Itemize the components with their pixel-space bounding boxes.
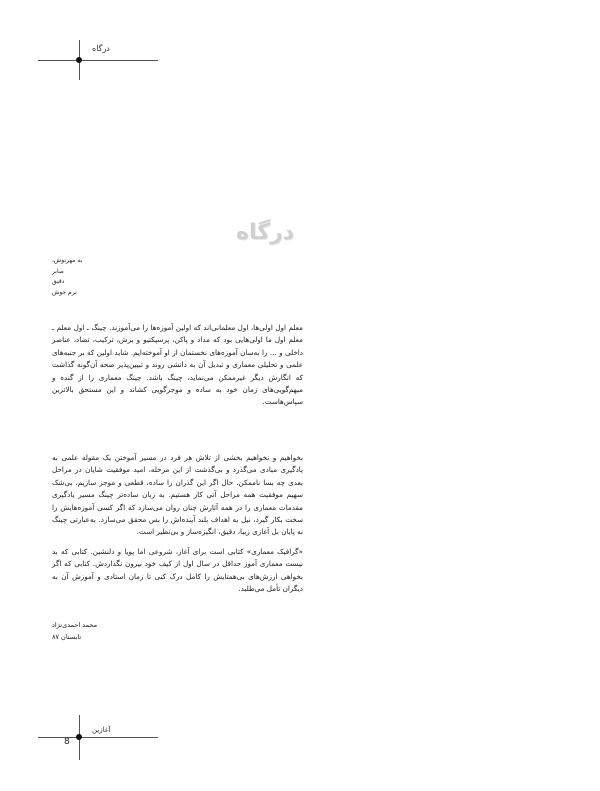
crop-mark-top-dot — [76, 57, 82, 63]
crop-mark-bottom-dot — [76, 734, 82, 740]
signature-date: تابستان ۸۷ — [52, 633, 82, 641]
crop-mark-top-horizontal — [38, 60, 158, 61]
dedication — [52, 256, 172, 298]
body-paragraph-2: بخواهیم و نخواهیم بخشی از تلاش هر فرد در مسیر آموختن یک مقوله علمی به یادگیری مبادی می‌گذرد و بی‌گذشت از این مرحله، امید موفقیت شایان در مراحل بعدی چه بسا ناممکن. حال اگر این گذران را ساده، قطعی و موجز سازیم، بی‌شک سهیم موفقیت همه مراحل آتی کار هستیم. به زبان ساده‌تر چینگ مسیر یادگیری مقدمات معماری را در همه آثارش چنان روان می‌سازد که اگر کسی آموزه‌هایش را سخت بکار گیرد، نیل به اهداف بلند آینده‌اش را بس محقق می‌سازد. به‌عبارتی چینگ نه پایان بل آغازی زیبا، دقیق، انگیزه‌ساز و بی‌نظیر است. — [52, 453, 303, 537]
dedication-line: به مهرنوش، — [52, 257, 83, 264]
dedication-line: صابر — [52, 267, 64, 275]
footer-section-label: آغازین — [92, 726, 111, 734]
body-paragraph-1: معلم اول اولی‌ها، اول معلمانی‌اند که اولین آموزه‌ها را می‌آموزند. چینگ ـ اول معلم ـ معلم اول ما اولی‌هایی بود که مداد و پاکن، پرسپکتیو و برش، ترکیب، تضاد، عناصر داخلی و ... را به‌سان آموزه‌های نخستمان از او آموخته‌ایم. شاید اولین که بر جنبه‌های علمی و تحلیلی معماری و تبدیل آن به دانشی روند و تبیین‌پذیر صحه آن‌گونه گذاشت که انگارش دیگر غیرممکن می‌نماید، چینگ باشد. چینگ معماری را از گنده و مبهم‌گویی‌های زمان خود به ساده و موجزگویی کشاند و این مستحق بالاترین سپاس‌هاست. — [52, 323, 303, 407]
chapter-title: درگاه — [236, 220, 294, 245]
author-name: محمد احمدی‌نژاد — [52, 621, 98, 629]
page-number: 8 — [64, 737, 70, 747]
crop-mark-bottom-horizontal — [38, 737, 158, 738]
dedication-line: نرم جوش — [52, 288, 77, 296]
signature-block — [52, 619, 172, 643]
running-head: درگاه — [92, 44, 110, 53]
body-paragraph-3: «گرافیک معماری» کتابی است برای آغاز، شروعی اما پویا و دلنشین. کتابی که بد نیست معماری آموز حداقل در سال اول از کیف خود بیرون نگذاردش. کتابی که اگر بخواهی ارزش‌های بی‌همتایش را کامل درک کنی تا زمان استادی و آموزش آن به دیگران تأمل می‌طلبد. — [52, 547, 303, 594]
dedication-line: دقیق — [52, 278, 65, 285]
